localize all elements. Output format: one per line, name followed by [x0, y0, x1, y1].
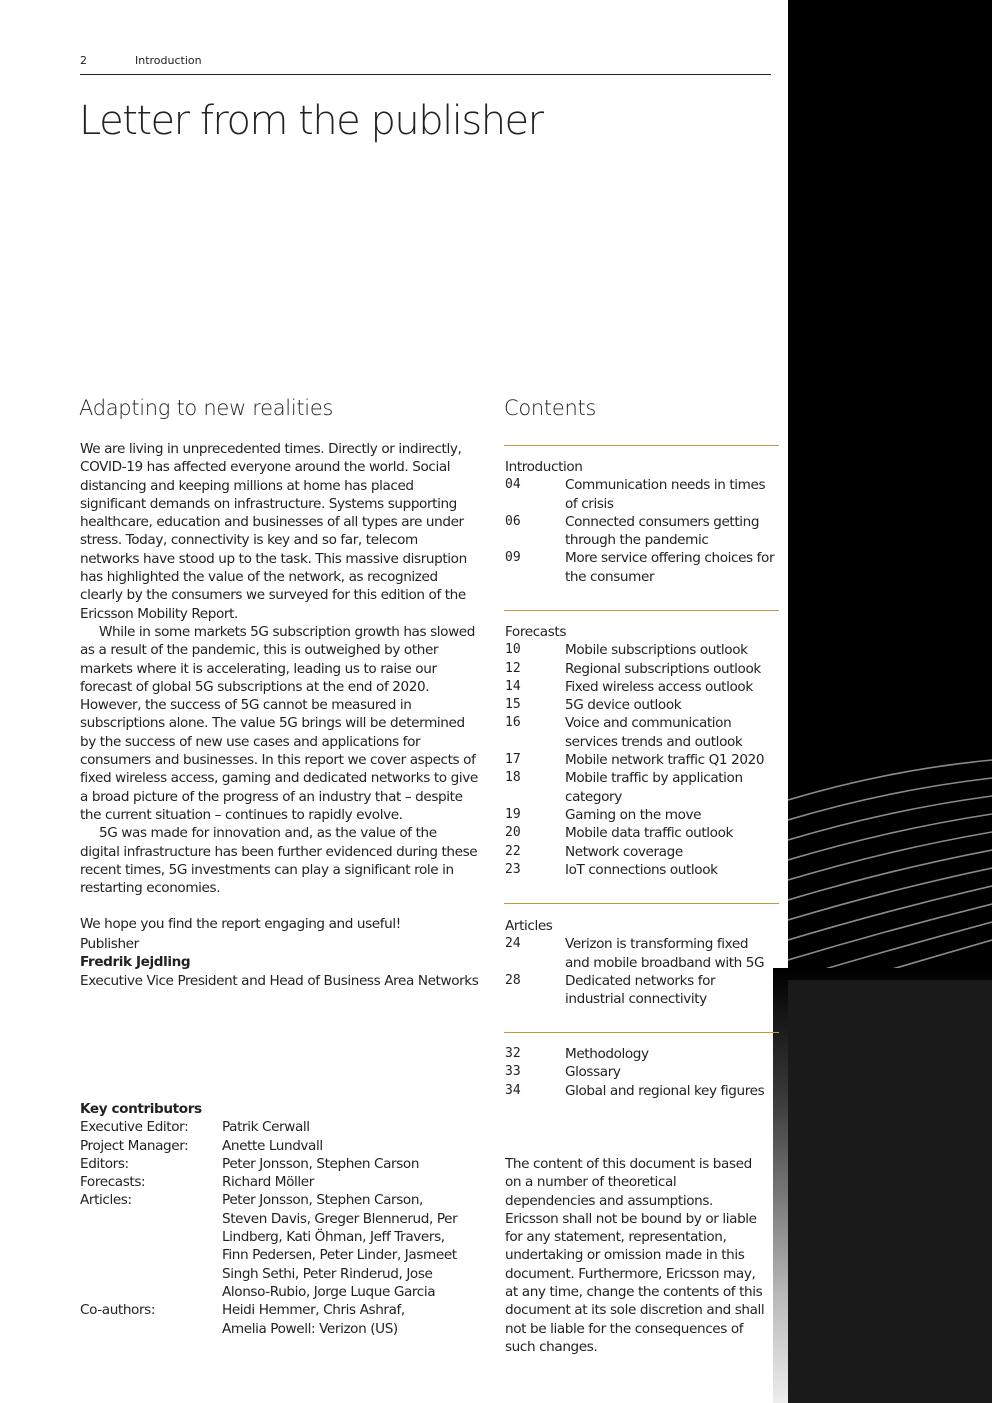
toc-item[interactable]	[505, 660, 775, 678]
contributor-row	[80, 1155, 480, 1173]
toc-divider	[504, 610, 779, 611]
toc-divider	[504, 1032, 779, 1033]
toc-page: 16	[505, 715, 521, 731]
contributor-names: Anette Lundvall	[222, 1137, 323, 1154]
contributor-role: Forecasts:	[80, 1174, 146, 1191]
toc-item[interactable]	[505, 972, 775, 1009]
publisher-label: Publisher	[80, 936, 139, 952]
toc-item[interactable]	[505, 935, 775, 972]
toc-item[interactable]	[505, 549, 775, 586]
page-number: 2	[80, 54, 87, 67]
section-label: Introduction	[135, 54, 202, 67]
toc-page: 22	[505, 843, 521, 859]
toc-page: 28	[505, 972, 521, 988]
toc-page: 33	[505, 1064, 521, 1080]
toc-title: Verizon is transforming fixed and mobile broadband with 5G	[565, 936, 765, 971]
toc-page: 06	[505, 513, 521, 529]
contributor-role: Co-authors:	[80, 1302, 156, 1319]
toc-title: 5G device outlook	[565, 697, 682, 714]
toc-item[interactable]	[505, 678, 775, 696]
contributor-role: Executive Editor:	[80, 1119, 189, 1136]
toc-page: 04	[505, 477, 521, 493]
letter-paragraph: We are living in unprecedented times. Directly or indirectly, COVID-19 has affected everyone around the world. Social distancing and keeping millions at home has placed significant demands on infrastructure. Systems supporting healthcare, education and businesses of all types are under stress. Today, connectivity is key and so far, telecom networks have stood up to the task. This massive disruption has highlighted the value of the network, as recognized clearly by the consumers we surveyed for this edition of the Ericsson Mobility Report.	[80, 441, 467, 622]
toc-item[interactable]	[505, 1082, 775, 1100]
contributor-role: Project Manager:	[80, 1137, 189, 1154]
contributor-row	[80, 1191, 480, 1301]
toc-title: Voice and communication services trends and outlook	[565, 715, 743, 750]
toc-item[interactable]	[505, 824, 775, 842]
toc-page: 19	[505, 806, 521, 822]
letter-body	[80, 440, 480, 934]
letter-paragraph: While in some markets 5G subscription growth has slowed as a result of the pandemic, this is outweighed by other markets where it is accelerating, leading us to raise our forecast of global 5G subscriptions at the end of 2020. However, the success of 5G cannot be measured in subscriptions alone. The value 5G brings will be determined by the success of new use cases and applications for consumers and businesses. In this report we cover aspects of fixed wireless access, gaming and dedicated networks to give a broad picture of the progress of an industry that – despite the current situation – continues to rapidly evolve.	[80, 623, 478, 823]
toc-title: Regional subscriptions outlook	[565, 660, 761, 677]
contributor-row	[80, 1137, 480, 1155]
header-rule	[80, 74, 771, 75]
toc-item[interactable]	[505, 1045, 775, 1063]
dark-panel-inner	[788, 980, 992, 1403]
toc-item[interactable]	[505, 476, 775, 513]
toc-group-heading: Introduction	[505, 459, 583, 475]
toc-page: 10	[505, 642, 521, 658]
toc-divider	[504, 445, 779, 446]
page-title: Letter from the publisher	[79, 98, 543, 144]
toc-title: Methodology	[565, 1046, 649, 1062]
contributor-names: Peter Jonsson, Stephen Carson	[222, 1155, 420, 1172]
toc-page: 32	[505, 1046, 521, 1061]
toc-title: Connected consumers getting through the pandemic	[565, 513, 760, 549]
toc-title: Mobile traffic by application category	[565, 770, 743, 805]
toc-title: Global and regional key figures	[565, 1082, 765, 1099]
contributor-names: Heidi Hemmer, Chris Ashraf, Amelia Powell: Verizon (US)	[222, 1302, 405, 1337]
toc-item[interactable]	[505, 843, 775, 861]
toc-page: 09	[505, 550, 521, 566]
toc-item[interactable]	[505, 806, 775, 824]
toc-item[interactable]	[505, 696, 775, 714]
toc-page: 15	[505, 697, 521, 713]
toc-item[interactable]	[505, 751, 775, 769]
toc-item[interactable]	[505, 1063, 775, 1081]
toc-title: Network coverage	[565, 843, 683, 860]
toc-item[interactable]	[505, 769, 775, 806]
toc-page: 24	[505, 936, 521, 952]
toc-page: 17	[505, 752, 521, 768]
toc-item[interactable]	[505, 714, 775, 751]
toc-title: More service offering choices for the consumer	[565, 550, 775, 585]
toc-page: 14	[505, 678, 521, 694]
toc-page: 20	[505, 825, 521, 841]
contributors-heading: Key contributors	[80, 1101, 202, 1117]
publisher-title: Executive Vice President and Head of Business Area Networks	[80, 972, 479, 989]
publisher-name: Fredrik Jejdling	[80, 954, 191, 971]
toc-title: Mobile network traffic Q1 2020	[565, 752, 765, 769]
toc-group-heading: Articles	[505, 918, 553, 934]
publisher-block	[80, 935, 480, 990]
letter-paragraph: 5G was made for innovation and, as the value of the digital infrastructure has been further evidenced during these recent times, 5G investments can play a significant role in restarting economies.	[80, 825, 478, 897]
toc-title: Dedicated networks for industrial connectivity	[565, 972, 716, 1008]
contributor-role: Articles:	[80, 1192, 132, 1209]
contents-heading: Contents	[504, 396, 597, 420]
toc-group-articles	[505, 917, 775, 1008]
contributor-row	[80, 1301, 480, 1338]
toc-title: Mobile subscriptions outlook	[565, 642, 748, 659]
wave-lines-graphic	[788, 740, 992, 975]
contributor-role: Editors:	[80, 1155, 129, 1172]
contributor-names: Richard Möller	[222, 1174, 314, 1191]
toc-title: Mobile data traffic outlook	[565, 825, 733, 842]
toc-group-appendix	[505, 1045, 775, 1100]
toc-title: Communication needs in times of crisis	[565, 477, 766, 512]
toc-divider	[504, 903, 779, 904]
disclaimer: The content of this document is based on a number of theoretical dependencies and assumptions. Ericsson shall not be bound by or liable for any statement, representation, undertaking or omission made in this document. Furthermore, Ericsson may, at any time, change the contents of this document at its sole discretion and shall not be liable for the consequences of such changes.	[505, 1156, 765, 1355]
toc-group-heading: Forecasts	[505, 624, 567, 640]
toc-title: Gaming on the move	[565, 806, 702, 823]
toc-item[interactable]	[505, 513, 775, 550]
toc-group-forecasts	[505, 623, 775, 879]
toc-item[interactable]	[505, 861, 775, 879]
contributor-names: Patrik Cerwall	[222, 1119, 310, 1136]
toc-page: 18	[505, 770, 521, 786]
toc-title: Fixed wireless access outlook	[565, 678, 753, 695]
letter-heading: Adapting to new realities	[79, 396, 334, 420]
key-contributors	[80, 1100, 480, 1338]
toc-title: Glossary	[565, 1064, 621, 1081]
contributor-row	[80, 1118, 480, 1136]
letter-closing: We hope you find the report engaging and useful!	[80, 916, 401, 933]
toc-item[interactable]	[505, 641, 775, 659]
contributor-names: Peter Jonsson, Stephen Carson, Steven Davis, Greger Blennerud, Per Lindberg, Kati Öhman, Jeff Travers, Finn Pedersen, Peter Linder, Jasmeet Singh Sethi, Peter Rinderud, Jose Alonso-Rubio, Jorge Luque Garcia	[222, 1192, 458, 1300]
toc-page: 12	[505, 660, 521, 676]
toc-title: IoT connections outlook	[565, 861, 718, 878]
contributor-row	[80, 1173, 480, 1191]
toc-group-introduction	[505, 458, 775, 586]
toc-page: 34	[505, 1082, 521, 1098]
toc-page: 23	[505, 861, 521, 877]
